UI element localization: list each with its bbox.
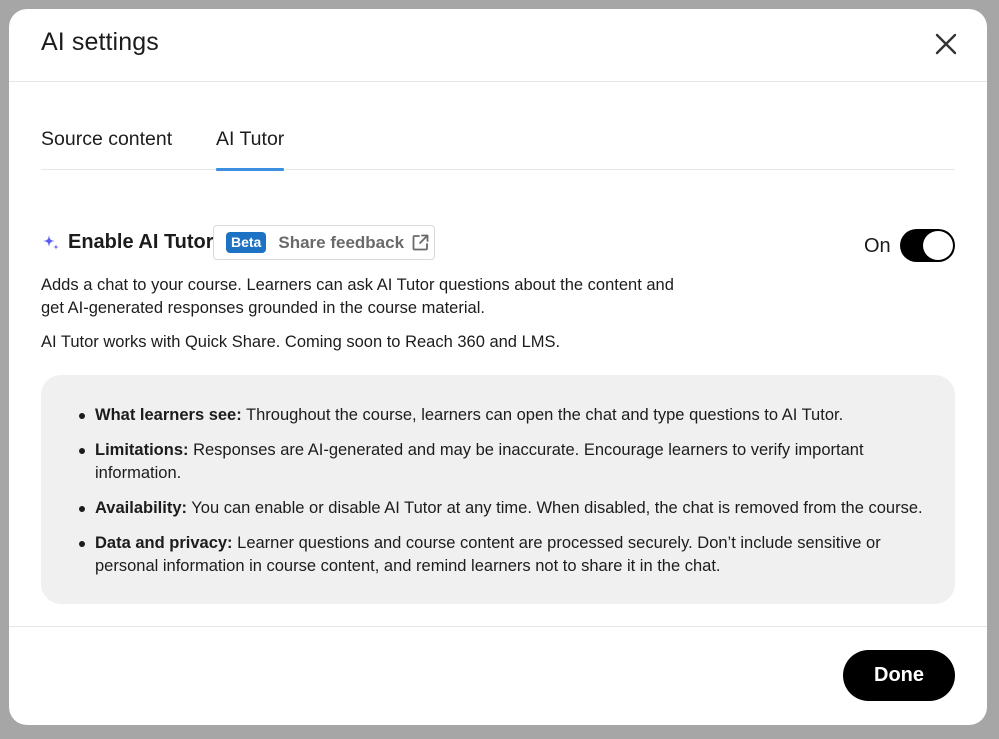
toggle-state-label: On <box>864 235 891 257</box>
ai-settings-dialog <box>9 9 987 725</box>
info-text: Responses are AI-generated and may be inaccurate. Encourage learners to verify important information. <box>95 441 864 482</box>
availability-note: AI Tutor works with Quick Share. Coming soon to Reach 360 and LMS. <box>41 333 561 351</box>
done-button[interactable]: Done <box>843 650 955 701</box>
list-item <box>95 532 935 578</box>
dialog-title: AI settings <box>41 28 159 56</box>
share-feedback-link[interactable] <box>213 225 435 260</box>
beta-badge: Beta <box>226 232 266 253</box>
info-heading: Availability: <box>95 499 187 517</box>
info-panel <box>41 375 955 604</box>
feature-description: Adds a chat to your course. Learners can ask AI Tutor questions about the content and get AI-generated responses grounded in the course material. <box>41 276 674 317</box>
tab-ai-tutor[interactable]: AI Tutor <box>216 128 284 170</box>
info-text: Learner questions and course content are processed securely. Don’t include sensitive or personal information in course content, and remind learners not to share it in the chat. <box>95 534 881 575</box>
info-heading: Limitations: <box>95 441 189 459</box>
info-text: Throughout the course, learners can open the chat and type questions to AI Tutor. <box>241 406 844 424</box>
list-item <box>95 497 935 520</box>
info-heading: What learners see: <box>95 406 242 424</box>
list-item <box>95 404 935 427</box>
enable-ai-tutor-toggle[interactable] <box>900 229 955 262</box>
enable-ai-tutor-row <box>41 225 955 261</box>
tab-source-content[interactable]: Source content <box>41 128 173 150</box>
close-icon <box>935 33 957 55</box>
info-list <box>95 404 935 590</box>
close-button[interactable] <box>929 27 962 60</box>
sparkle-icon <box>41 233 61 253</box>
section-title: Enable AI Tutor <box>68 231 214 253</box>
share-feedback-label: Share feedback <box>278 232 405 252</box>
toggle-knob <box>923 231 953 260</box>
external-link-icon <box>411 233 430 252</box>
dialog-header <box>9 9 987 82</box>
dialog-footer <box>9 626 987 725</box>
info-heading: Data and privacy: <box>95 534 233 552</box>
info-text: You can enable or disable AI Tutor at any time. When disabled, the chat is removed from the course. <box>187 499 923 517</box>
tab-bar <box>41 119 955 170</box>
list-item <box>95 439 935 485</box>
